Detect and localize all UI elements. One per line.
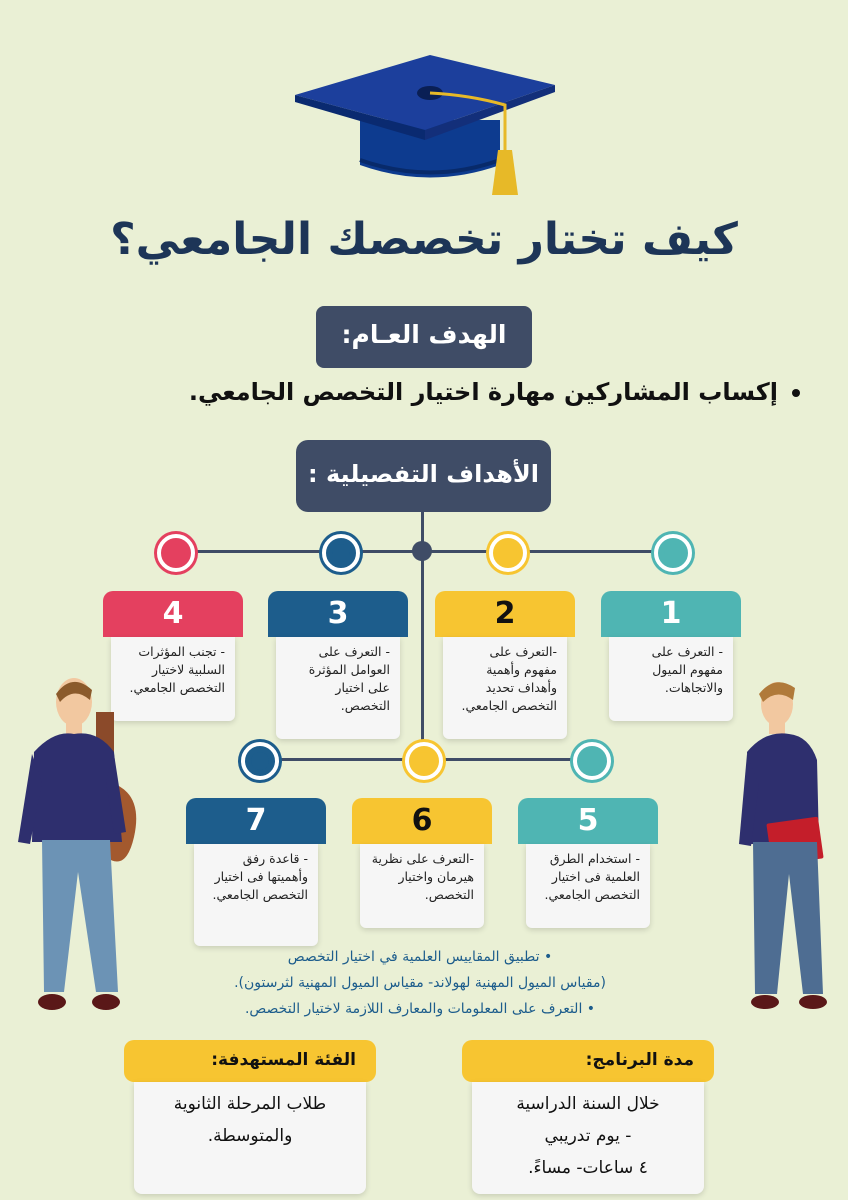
- audience-label: الفئة المستهدفة:: [124, 1040, 376, 1082]
- node-1: [654, 534, 692, 572]
- card-number: 4: [103, 591, 243, 637]
- audience-line: والمتوسطة.: [207, 1126, 293, 1146]
- card-number: 1: [601, 591, 741, 637]
- card-text: - التعرف على العوامل المؤثرة على اختيار التخصص.: [276, 637, 400, 739]
- node-4: [157, 534, 195, 572]
- duration-line: خلال السنة الدراسية: [516, 1094, 660, 1114]
- card-text: -التعرف على مفهوم وأهمية وأهداف تحديد التخصص الجامعي.: [443, 637, 567, 739]
- card-text: - استخدام الطرق العلمية فى اختيار التخصص الجامعي.: [526, 844, 650, 928]
- goal-card-1: [601, 591, 741, 721]
- student-left-illustration: [14, 672, 144, 1027]
- audience-line: طلاب المرحلة الثانوية: [173, 1094, 327, 1114]
- tools-line: (مقياس الميول المهنية لهولاند- مقياس الميول المهنية لثرستون).: [234, 975, 606, 991]
- bullet-icon: [792, 389, 800, 397]
- detailed-goals-label: الأهداف التفصيلية :: [296, 440, 551, 512]
- card-text: - تجنب المؤثرات السلبية لاختيار التخصص الجامعي.: [111, 637, 235, 721]
- audience-box: [124, 1040, 376, 1194]
- card-text: - التعرف على مفهوم الميول والاتجاهات.: [609, 637, 733, 721]
- general-goal-text: إكساب المشاركين مهارة اختيار التخصص الجامعي.: [60, 378, 800, 406]
- node-5: [573, 742, 611, 780]
- tools-section: [140, 944, 700, 1022]
- duration-label: مدة البرنامج:: [462, 1040, 714, 1082]
- node-7: [241, 742, 279, 780]
- audience-content: [134, 1082, 366, 1194]
- card-text: -التعرف على نظرية هيرمان واختيار التخصص.: [360, 844, 484, 928]
- goal-card-3: [268, 591, 408, 739]
- page-title: كيف تختار تخصصك الجامعي؟: [110, 214, 738, 265]
- goal-card-2: [435, 591, 575, 739]
- duration-line: - يوم تدريبي: [544, 1126, 632, 1146]
- goal-card-7: [186, 798, 326, 946]
- goal-card-5: [518, 798, 658, 928]
- duration-line: ٤ ساعات- مساءً.: [528, 1158, 648, 1178]
- card-number: 6: [352, 798, 492, 844]
- card-number: 2: [435, 591, 575, 637]
- node-6: [405, 742, 443, 780]
- card-number: 3: [268, 591, 408, 637]
- card-number: 5: [518, 798, 658, 844]
- student-right-illustration: [735, 674, 835, 1024]
- duration-box: [462, 1040, 714, 1194]
- graduation-cap-icon: [290, 50, 560, 200]
- node-3: [322, 534, 360, 572]
- card-text: - قاعدة رفق وأهميتها فى اختيار التخصص الجامعي.: [194, 844, 318, 946]
- card-number: 7: [186, 798, 326, 844]
- goal-card-6: [352, 798, 492, 928]
- duration-content: [472, 1082, 704, 1194]
- general-goal-label: الهدف العـام:: [316, 306, 532, 368]
- tools-line: • التعرف على المعلومات والمعارف اللازمة لاختيار التخصص.: [244, 1001, 596, 1017]
- tools-line: • تطبيق المقاييس العلمية في اختيار التخصص: [287, 949, 553, 965]
- tree-hub: [412, 541, 432, 561]
- node-2: [489, 534, 527, 572]
